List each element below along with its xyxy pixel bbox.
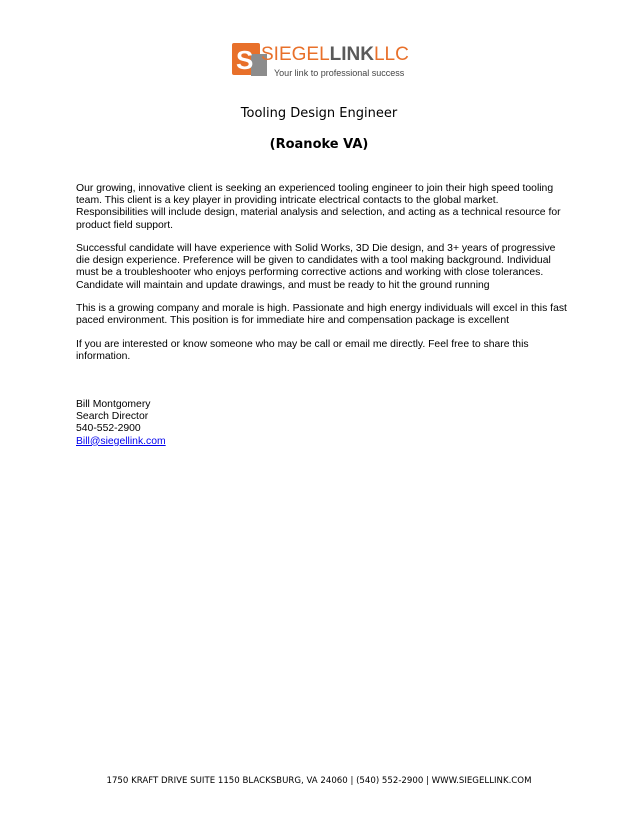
paragraph-intro <box>76 183 568 232</box>
paragraph-text: Our growing, innovative client is seeking an experienced tooling engineer to join their high speed tooling team. This client is a key player in providing intricate electrical contacts to the global market. Responsibilities will include design, material analysis and selection, and acting as a technical resource for product field support. <box>76 183 561 231</box>
logo-word-llc: LLC <box>373 44 409 65</box>
paragraph-text: Successful candidate will have experience with Solid Works, 3D Die design, and 3+ years of progressive die design experience. Preference will be given to candidates with a tool making background. Individual must be a troubleshooter who enjoys performing corrective actions and working with close tolerances. Candidate will maintain and update drawings, and must be ready to hit the ground running <box>76 243 556 291</box>
paragraph-text: This is a growing company and morale is high. Passionate and high energy individuals will excel in this fast paced environment. This position is for immediate hire and compensation package is excellent <box>76 303 567 327</box>
signature-role: Search Director <box>76 411 149 423</box>
signature-name: Bill Montgomery <box>76 399 151 410</box>
logo-wordmark <box>261 44 409 66</box>
logo-word-link: LINK <box>329 44 374 65</box>
job-title: Tooling Design Engineer <box>240 106 398 121</box>
paragraph-company <box>76 303 568 327</box>
page-footer: 1750 KRAFT DRIVE SUITE 1150 BLACKSBURG, VA 24060 | (540) 552-2900 | WWW.SIEGELLINK.COM <box>106 776 532 786</box>
logo-word-siegel: SIEGEL <box>261 44 330 65</box>
paragraph-text: If you are interested or know someone who may be call or email me directly. Feel free to share this information. <box>76 339 529 363</box>
signature-phone: 540-552-2900 <box>76 423 141 435</box>
job-location: (Roanoke VA) <box>269 137 369 152</box>
paragraph-contact <box>76 339 568 363</box>
signature-block <box>76 399 166 448</box>
company-logo <box>231 42 409 82</box>
svg-text:S: S <box>236 45 254 75</box>
signature-email-link[interactable]: Bill@siegellink.com <box>76 435 166 447</box>
logo-tagline: Your link to professional success <box>274 68 405 78</box>
paragraph-requirements <box>76 243 568 292</box>
